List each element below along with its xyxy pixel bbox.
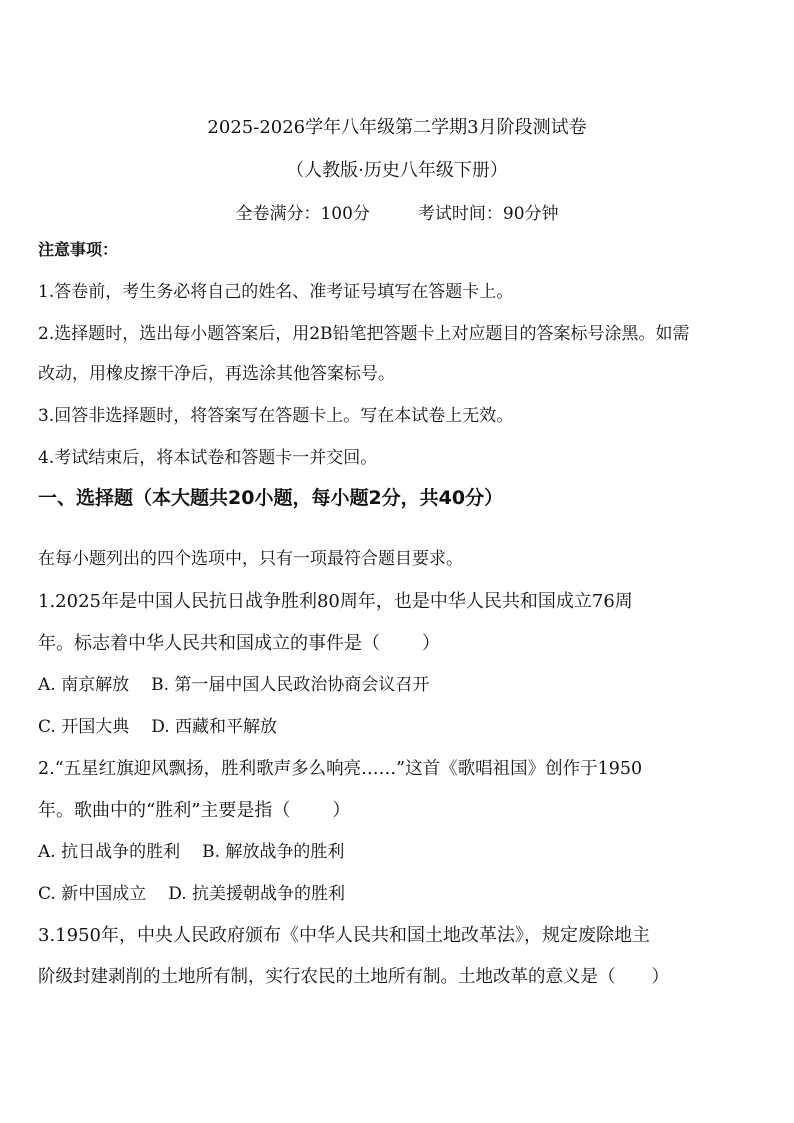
exam-time: 考试时间：90分钟 (417, 204, 559, 224)
option-d[interactable]: D. 抗美援朝战争的胜利 (168, 884, 346, 904)
notice-item: 2.选择题时，选出每小题答案后，用2B铅笔把答题卡上对应题目的答案标号涂黑。如需 (38, 324, 690, 344)
exam-score-time (0, 202, 794, 226)
section-heading: 一、选择题（本大题共20小题，每小题2分，共40分） (38, 487, 504, 509)
question-1-line-2: 年。标志着中华人民共和国成立的事件是（ ） (38, 633, 440, 654)
option-b[interactable]: B. 解放战争的胜利 (202, 842, 345, 862)
question-2-options-row-2 (38, 882, 756, 906)
notice-item: 3.回答非选择题时，将答案写在答题卡上。写在本试卷上无效。 (38, 406, 514, 426)
exam-title: 2025-2026学年八年级第二学期3月阶段测试卷 (207, 117, 587, 138)
question-3-line-1: 3.1950年，中央人民政府颁布《中华人民共和国土地改革法》，规定废除地主 (38, 925, 650, 946)
question-2-line-1: 2.“五星红旗迎风飘扬，胜利歌声多么响亮……”这首《歌唱祖国》创作于1950 (38, 759, 643, 779)
option-b[interactable]: B. 第一届中国人民政治协商会议召开 (151, 675, 430, 695)
option-c[interactable]: C. 开国大典 (38, 717, 130, 737)
full-score: 全卷满分：100分 (235, 204, 370, 224)
notice-item: 改动，用橡皮擦干净后，再选涂其他答案标号。 (38, 364, 395, 384)
exam-subtitle: （人教版·历史八年级下册） (286, 160, 508, 181)
notice-item: 1.答卷前，考生务必将自己的姓名、准考证号填写在答题卡上。 (38, 282, 514, 302)
question-1-options (38, 673, 756, 697)
question-1-options-row-2 (38, 715, 756, 739)
question-1-line-1: 1.2025年是中国人民抗日战争胜利80周年，也是中华人民共和国成立76周 (38, 591, 633, 612)
notice-item: 4.考试结束后，将本试卷和答题卡一并交回。 (38, 448, 378, 468)
question-3-line-2: 阶级封建剥削的土地所有制，实行农民的土地所有制。土地改革的意义是（ ） (38, 967, 669, 987)
question-2-options (38, 840, 756, 864)
option-d[interactable]: D. 西藏和平解放 (151, 717, 278, 737)
notice-heading: 注意事项： (38, 240, 119, 259)
option-a[interactable]: A. 南京解放 (38, 675, 130, 695)
section-instruction: 在每小题列出的四个选项中，只有一项最符合题目要求。 (38, 549, 463, 569)
question-2-line-2: 年。歌曲中的“胜利”主要是指（ ） (38, 800, 351, 821)
option-c[interactable]: C. 新中国成立 (38, 884, 147, 904)
option-a[interactable]: A. 抗日战争的胜利 (38, 842, 181, 862)
